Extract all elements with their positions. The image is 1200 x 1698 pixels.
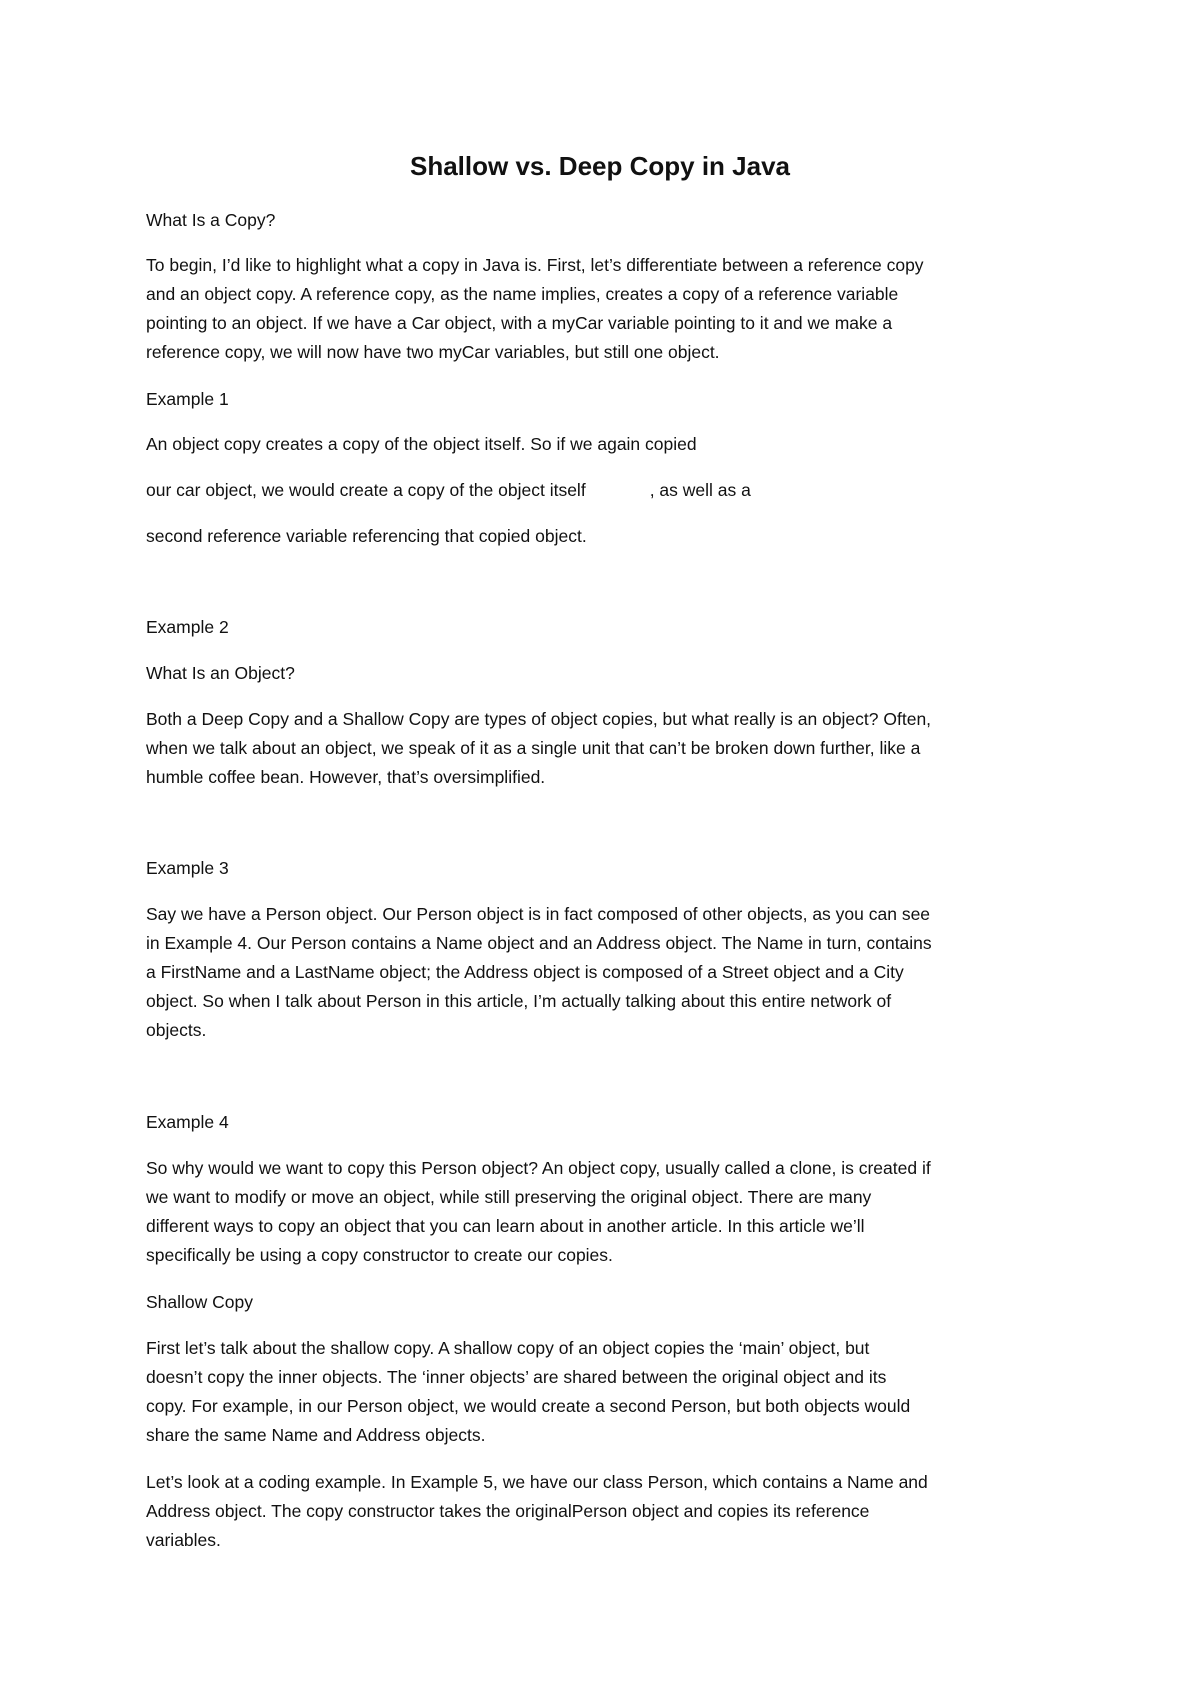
heading-what-is-object: What Is an Object? — [146, 663, 295, 683]
example-1-label: Example 1 — [146, 389, 229, 409]
paragraph-shallow: First let’s talk about the shallow copy. A shallow copy of an object copies the ‘main’ object, but doesn’t copy the inner objects. The ‘inner objects’ are shared between the original object and its copy. For example, in our Person object, we would create a second Person, but both objects would share the same Name and Address objects. — [146, 1338, 911, 1445]
paragraph-intro: To begin, I’d like to highlight what a copy in Java is. First, let’s differentiate between a reference copy and an object copy. A reference copy, as the name implies, creates a copy of a reference variable pointing to an object. If we have a Car object, with a myCar variable pointing to it and we make a reference copy, we will now have two myCar variables, but still one object. — [146, 255, 924, 362]
paragraph-object-copy-line-2: our car object, we would create a copy of the object itself , as well as a — [146, 480, 751, 500]
paragraph-person: Say we have a Person object. Our Person object is in fact composed of other objects, as you can see in Example 4. Our Person contains a Name object and an Address object. The Name in turn, contains a FirstName and a LastName object; the Address object is composed of a Street object and a City object. So when I talk about Person in this article, I’m actually talking about this entire network of objects. — [146, 904, 932, 1040]
paragraph-coding: Let’s look at a coding example. In Example 5, we have our class Person, which contains a Name and Address object. The copy constructor takes the originalPerson object and copies its reference variables. — [146, 1472, 928, 1550]
example-2-label: Example 2 — [146, 617, 229, 637]
paragraph-object: Both a Deep Copy and a Shallow Copy are types of object copies, but what really is an object? Often, when we talk about an object, we speak of it as a single unit that can’t be broken down further, like a humble coffee bean. However, that’s oversimplified. — [146, 709, 932, 787]
document-title: Shallow vs. Deep Copy in Java — [409, 151, 791, 181]
example-4-label: Example 4 — [146, 1112, 229, 1132]
paragraph-why-copy: So why would we want to copy this Person object? An object copy, usually called a clone, is created if we want to modify or move an object, while still preserving the original object. There are many different ways to copy an object that you can learn about in another article. In this article we’ll specifically be using a copy constructor to create our copies. — [146, 1158, 931, 1265]
paragraph-object-copy-line-1: An object copy creates a copy of the object itself. So if we again copied — [146, 434, 697, 454]
paragraph-object-copy-line-3: second reference variable referencing that copied object. — [146, 526, 587, 546]
heading-shallow-copy: Shallow Copy — [146, 1292, 253, 1312]
example-3-label: Example 3 — [146, 858, 229, 878]
heading-what-is-copy: What Is a Copy? — [146, 210, 276, 230]
